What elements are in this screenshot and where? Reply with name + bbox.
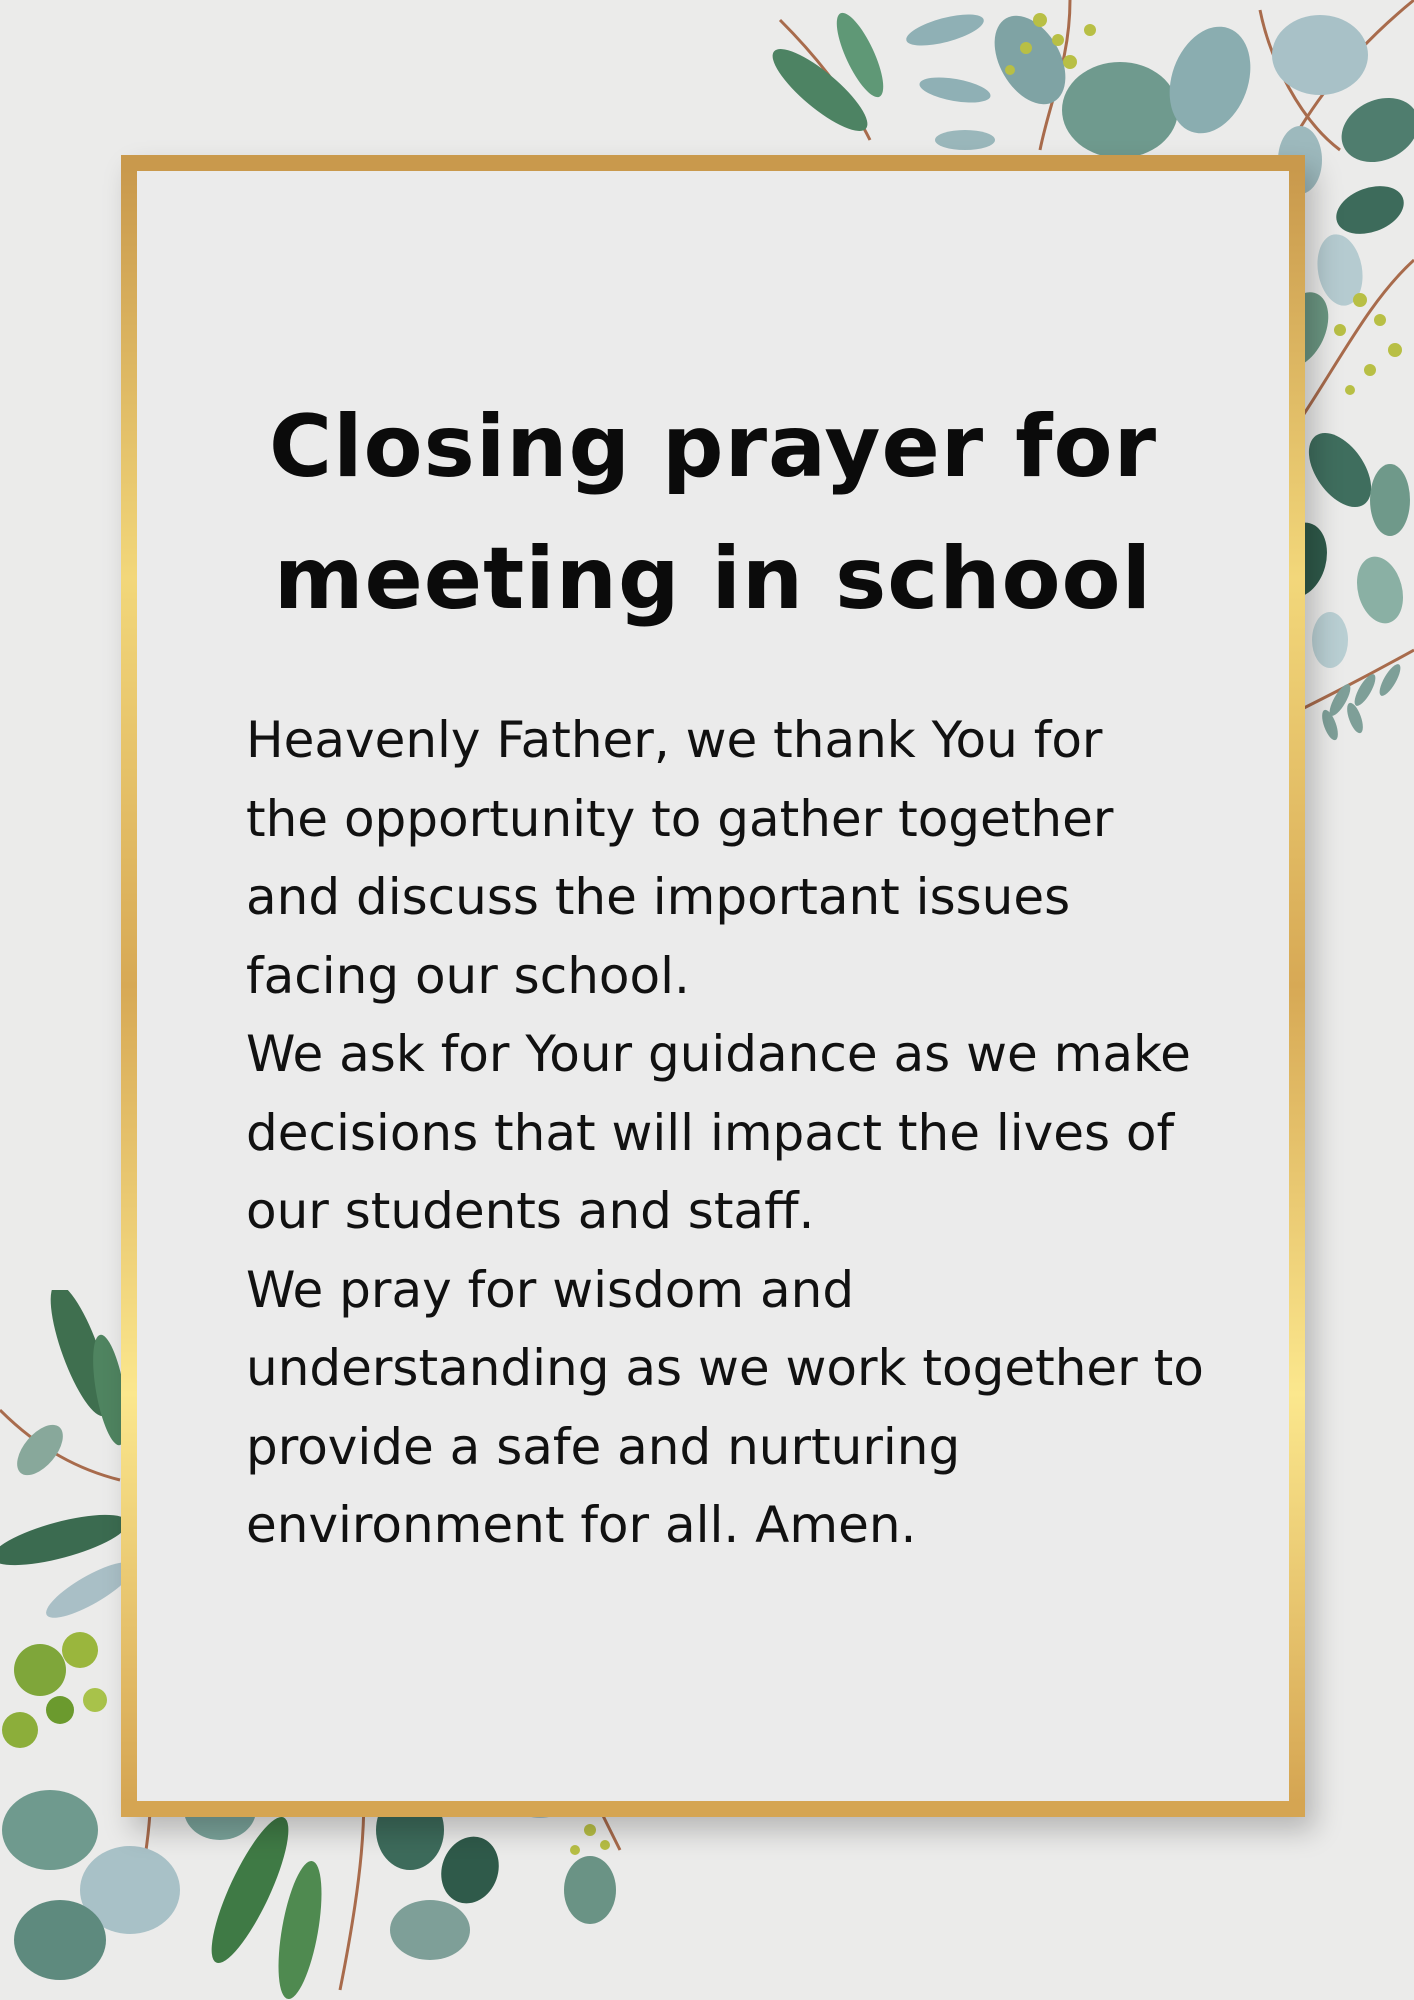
prayer-line: We ask for Your guidance as we make bbox=[246, 1025, 1191, 1083]
prayer-card-frame bbox=[121, 155, 1305, 1817]
prayer-line: the opportunity to gather together bbox=[246, 789, 1114, 848]
prayer-line: and discuss the important issues bbox=[246, 868, 1071, 926]
prayer-line: our students and staff. bbox=[246, 1182, 815, 1240]
prayer-line: understanding as we work together to bbox=[246, 1339, 1204, 1397]
prayer-line: facing our school. bbox=[246, 946, 690, 1005]
prayer-line: Heavenly Father, we thank You for bbox=[246, 711, 1103, 769]
prayer-line: environment for all. Amen. bbox=[246, 1496, 917, 1554]
prayer-title bbox=[237, 381, 1189, 645]
prayer-line: We pray for wisdom and bbox=[246, 1260, 855, 1319]
title-line-2: meeting in school bbox=[273, 529, 1153, 629]
title-line-1: Closing prayer for bbox=[268, 397, 1158, 497]
prayer-line: provide a safe and nurturing bbox=[246, 1417, 961, 1476]
prayer-line: decisions that will impact the lives of bbox=[246, 1103, 1175, 1162]
prayer-text bbox=[246, 701, 1206, 1565]
